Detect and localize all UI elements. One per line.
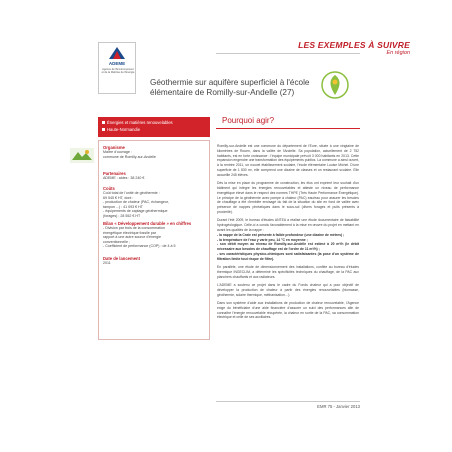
bilan-line: conventionnelle ;: [103, 239, 130, 244]
paragraph-study-intro: Durant l'été 2009, le bureau d'études ANTEA a réalisé une étude documentaire de faisabilité hydrogéologique. Celle-ci a conclu favorablement à la mise en œuvre du projet en mettant en avant les qualités de la nappe :: [217, 218, 359, 232]
date-block: [103, 256, 207, 266]
partenaires-line-1: ADEME : aides : 38 240 €: [103, 176, 145, 180]
date-value: 2011: [103, 261, 111, 265]
ademe-logo: [98, 42, 136, 94]
ademe-logo-mark-icon: [109, 47, 125, 59]
page-footer: EMR 75 - Janvier 2013: [317, 404, 360, 409]
region-logo-icon: [320, 70, 350, 100]
paragraph-intro: Romilly-sur-Andelle est une commune du département de l'Eure, située à une vingtaine de kilomètres de Rouen, dans la vallée de l'Andelle. Sa population, actuellement de 2 752 habitants, est en forte croissance : l'équipe municipale prévoit 3 000 habitants en 2013. Cette expansion engendre une transformation des équipements publics. La commune a ainsi ouvert, à la rentrée 2011, un nouvel établissement scolaire, l'école élémentaire Louise Michel. D'une superficie de 1 830 m², elle comprend une dizaine de classes et un restaurant scolaire. Elle accueille 245 élèves.: [217, 144, 359, 177]
organisme-label: Organisme: [103, 145, 125, 150]
bilan-line: - Coefficient de performance (COP) : de 4 à 5: [103, 244, 176, 249]
bilan-block: [103, 221, 207, 249]
page-title-line-1: Géothermie sur aquifère superficiel à l'école: [150, 78, 310, 87]
bullet-square-icon: [102, 128, 105, 131]
info-sidebar: [98, 140, 210, 340]
paragraph-study: [217, 218, 359, 261]
nappe-item: - ses caractéristiques physico-chimiques sont satisfaisantes (la pose d'un système de filtration limite tout risque de filtre).: [217, 251, 359, 261]
tag-region: [102, 126, 206, 133]
page-title: [150, 78, 320, 98]
article-body: [217, 144, 359, 324]
paragraph-program: Dès la mise en place du programme de construction, les élus ont exprimé leur souhait d'un bâtiment qui intègre les énergies renouvelables et atteste un niveau de performance énergétique élevé dans le respect des normes THPE (Très Haute Performance Énergétique). Le principe de la géothermie avec pompe à chaleur (PAC) eau/eau pour assurer les besoins de chauffage a été d'emblée envisagé du fait de la situation du site en fond de vallée avec présence de nappes phréatiques dans le sous-sol (divers forages et puits présents à proximité).: [217, 181, 359, 214]
couts-block: [103, 186, 207, 219]
page-title-line-2: élémentaire de Romilly-sur-Andelle (27): [150, 88, 295, 97]
bilan-line: rapport à une autre source d'énergie: [103, 235, 162, 240]
header-divider: [216, 53, 360, 54]
organisme-line-2: commune de Romilly-sur-Andelle: [103, 154, 156, 159]
tag-region-label: Haute-Normandie: [107, 127, 141, 132]
partenaires-label: Partenaires: [103, 171, 126, 176]
paragraph-fonds-chaleur: L'ADEME a soutenu ce projet dans le cadre du Fonds chaleur qui a pour objectif de développer la production de chaleur à partir des énergies renouvelables (biomasse, géothermie, solaire thermique, méthanisation…).: [217, 283, 359, 297]
ademe-wordmark: ADEME: [108, 61, 126, 66]
section-title: Pourquoi agir?: [222, 116, 275, 125]
commune-logo-icon: [70, 148, 94, 163]
nappe-item: - la température de l'eau y varie peu, 14 °C en moyenne ;: [217, 237, 308, 242]
series-subtitle: En région: [386, 50, 410, 56]
bilan-label: Bilan « Développement durable » en chiffres: [103, 221, 192, 226]
nappe-item: - son débit moyen au niveau de Romilly-sur-Andelle est estimé à 20 m³/h (le débit nécessaire aux besoins de chauffage est de l'ordre de 11 m³/h) ;: [217, 242, 359, 252]
couts-line: - production de chaleur (PAC, échangeur,: [103, 200, 169, 205]
paragraph-dimensioning: En parallèle, une étude de dimensionnement des installations, confiée au bureau d'études thermique INGECLIM, a déterminé les spécificités techniques du chauffage, de la PAC aux planchers chauffants et aux radiateurs.: [217, 265, 359, 279]
footer-divider: [216, 401, 360, 402]
paragraph-suivi: Dans son système d'aide aux installations de production de chaleur renouvelable, l'Agence exige du bénéficiaire d'une aide financière d'assurer un suivi des performances afin de connaître l'énergie renouvelable récupérée, la chaleur en sortie de la PAC, sa consommation électrique et celle de ses auxiliaires.: [217, 301, 359, 320]
bullet-square-icon: [102, 121, 105, 124]
section-title-underline: [216, 128, 360, 129]
organisme-line-1: Maître d'ouvrage :: [103, 150, 132, 154]
partenaires-block: [103, 171, 207, 181]
series-title: LES EXEMPLES À SUIVRE: [298, 40, 410, 50]
bilan-line: énergétique électrique fossile par: [103, 230, 156, 235]
category-tags: [98, 117, 210, 137]
couts-line: - équipements de captage géothermique: [103, 209, 168, 214]
nappe-item: - la nappe de la Craie est présente à faible profondeur (une dizaine de mètres) ;: [217, 232, 345, 237]
couts-line: tampon ...) : 41 093 € HT: [103, 204, 143, 209]
couts-line: (forages) : 28 552 € HT: [103, 213, 141, 218]
bilan-line: - Division par trois de la consommation: [103, 226, 165, 230]
date-label: Date de lancement: [103, 256, 141, 261]
tag-energies-label: Énergies et matières renouvelables: [107, 120, 173, 125]
couts-line: Coût total de l'unité de géothermie :: [103, 191, 160, 195]
organisme-block: [103, 145, 207, 159]
couts-line: 69 545 € HT, dont :: [103, 195, 134, 200]
tag-energies: [102, 119, 206, 126]
couts-label: Coûts: [103, 186, 115, 191]
ademe-tagline: Agence de l'Environnement et de la Maîtrise de l'Énergie: [101, 68, 135, 75]
